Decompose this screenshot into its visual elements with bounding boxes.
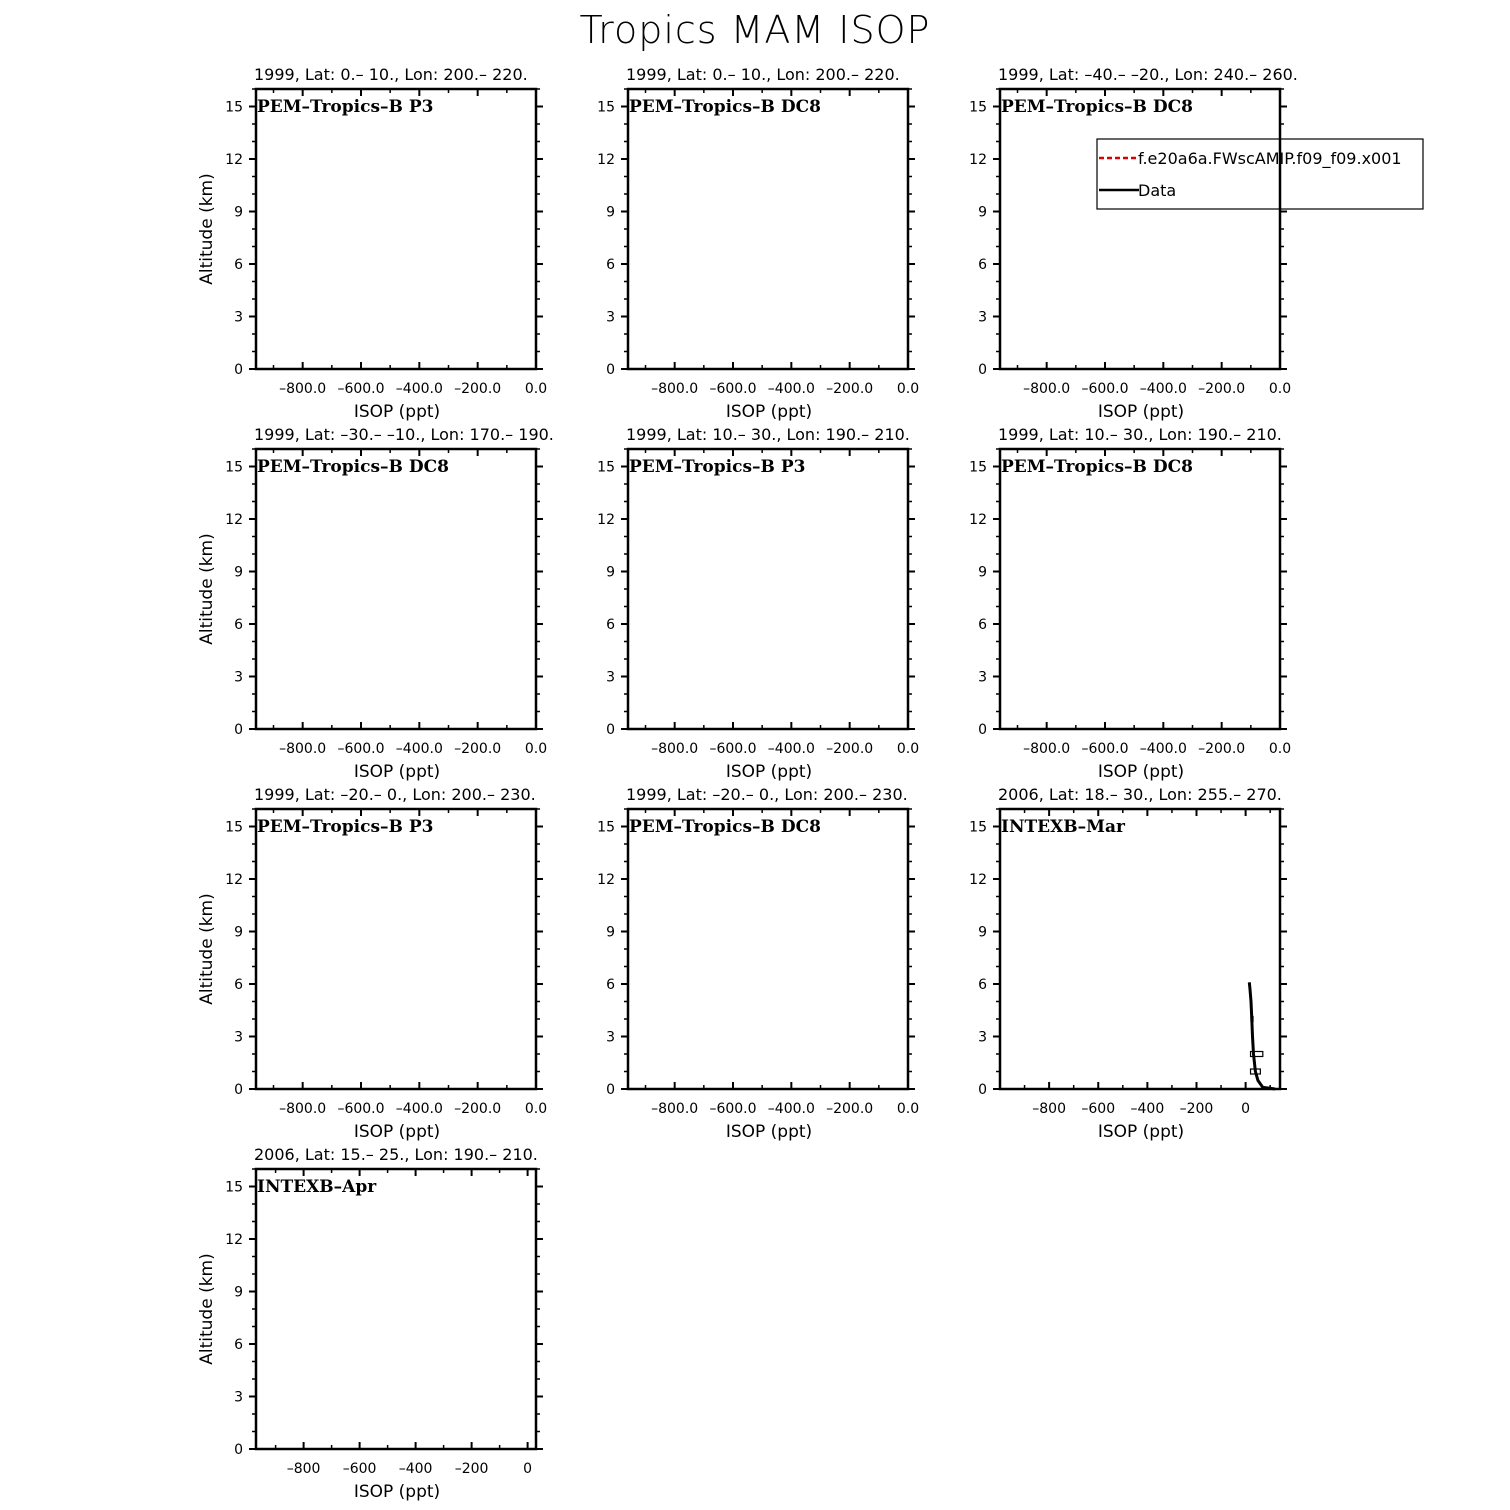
y-tick-label: 3: [234, 669, 243, 686]
plot-frame: [256, 809, 536, 1089]
y-tick-label: 15: [225, 1179, 243, 1196]
y-tick-label: 15: [225, 459, 243, 476]
x-tick-label: –800: [1032, 1101, 1066, 1117]
x-tick-label: –200.0: [454, 1101, 502, 1117]
x-tick-label: –600.0: [709, 741, 757, 757]
chart-panel-5: [597, 425, 919, 782]
x-tick-label: –800.0: [1023, 381, 1071, 397]
plot-frame: [256, 449, 536, 729]
panel-title: 1999, Lat: –20.– 0., Lon: 200.– 230.: [254, 785, 536, 804]
plot-frame: [256, 89, 536, 369]
y-tick-label: 0: [978, 362, 987, 378]
campaign-label: PEM–Tropics–B DC8: [1001, 97, 1193, 117]
campaign-label: INTEXB–Mar: [1001, 817, 1125, 837]
x-axis-label: ISOP (ppt): [725, 402, 813, 422]
y-axis-label: Altitude (km): [197, 1253, 217, 1365]
campaign-label: PEM–Tropics–B P3: [257, 817, 434, 837]
x-axis-label: ISOP (ppt): [353, 1122, 441, 1142]
y-tick-label: 9: [234, 1284, 243, 1301]
x-tick-label: 0.0: [524, 381, 548, 397]
x-tick-label: –400: [398, 1461, 433, 1477]
panel-title: 1999, Lat: 0.– 10., Lon: 200.– 220.: [254, 65, 528, 84]
y-tick-label: 0: [606, 1082, 615, 1098]
x-tick-label: –200.0: [1198, 381, 1246, 397]
y-tick-label: 12: [225, 152, 243, 168]
x-tick-label: 0.0: [524, 741, 548, 757]
y-tick-label: 3: [978, 309, 987, 326]
x-axis-label: ISOP (ppt): [1097, 402, 1185, 422]
x-tick-label: –800.0: [651, 381, 699, 397]
x-tick-label: 0.0: [896, 1101, 920, 1117]
x-tick-label: –200.0: [454, 741, 502, 757]
y-tick-label: 0: [978, 1082, 987, 1098]
y-tick-label: 3: [606, 309, 615, 326]
y-tick-label: 3: [234, 1029, 243, 1046]
legend: [1097, 139, 1423, 209]
x-axis-label: ISOP (ppt): [1097, 1122, 1185, 1142]
y-tick-label: 12: [597, 872, 615, 888]
y-tick-label: 9: [234, 924, 243, 941]
plot-frame: [256, 1169, 536, 1449]
panel-title: 1999, Lat: 10.– 30., Lon: 190.– 210.: [998, 425, 1282, 444]
x-axis-label: ISOP (ppt): [725, 762, 813, 782]
x-tick-label: 0.0: [1268, 741, 1292, 757]
y-tick-label: 6: [978, 617, 987, 633]
panel-title: 2006, Lat: 15.– 25., Lon: 190.– 210.: [254, 1145, 538, 1164]
x-tick-label: –800.0: [651, 1101, 699, 1117]
y-tick-label: 6: [234, 257, 243, 273]
y-tick-label: 15: [597, 459, 615, 476]
y-tick-label: 6: [234, 1337, 243, 1353]
plot-frame: [628, 449, 908, 729]
x-axis-label: ISOP (ppt): [353, 402, 441, 422]
panel-title: 1999, Lat: –30.– –10., Lon: 170.– 190.: [254, 425, 554, 444]
plot-frame: [628, 809, 908, 1089]
chart-panel-3: [969, 65, 1423, 422]
x-tick-label: –200: [454, 1461, 489, 1477]
campaign-label: PEM–Tropics–B DC8: [257, 457, 449, 477]
chart-panel-7: [197, 785, 547, 1142]
panel-title: 1999, Lat: 0.– 10., Lon: 200.– 220.: [626, 65, 900, 84]
x-tick-label: –800: [286, 1461, 321, 1477]
y-tick-label: 15: [225, 99, 243, 116]
campaign-label: PEM–Tropics–B DC8: [629, 817, 821, 837]
x-tick-label: 0: [523, 1461, 533, 1477]
panel-title: 1999, Lat: 10.– 30., Lon: 190.– 210.: [626, 425, 910, 444]
campaign-label: INTEXB–Apr: [257, 1177, 377, 1197]
x-axis-label: ISOP (ppt): [725, 1122, 813, 1142]
y-tick-label: 9: [606, 204, 615, 221]
plot-frame: [628, 89, 908, 369]
chart-panel-8: [597, 785, 919, 1142]
x-tick-label: –200.0: [1198, 741, 1246, 757]
y-tick-label: 0: [606, 722, 615, 738]
y-tick-label: 15: [969, 819, 987, 836]
x-tick-label: 0.0: [524, 1101, 548, 1117]
chart-panel-4: [197, 425, 554, 782]
y-tick-label: 0: [234, 1082, 243, 1098]
x-tick-label: –600: [342, 1461, 377, 1477]
y-tick-label: 12: [969, 512, 987, 528]
x-tick-label: –800.0: [279, 741, 327, 757]
chart-panel-10: [197, 1145, 543, 1502]
x-tick-label: –600.0: [337, 741, 385, 757]
x-axis-label: ISOP (ppt): [353, 762, 441, 782]
x-tick-label: –600.0: [1081, 381, 1129, 397]
y-tick-label: 12: [225, 872, 243, 888]
y-tick-label: 9: [978, 204, 987, 221]
y-tick-label: 12: [225, 1232, 243, 1248]
y-axis-label: Altitude (km): [197, 893, 217, 1005]
x-tick-label: –800.0: [651, 741, 699, 757]
x-axis-label: ISOP (ppt): [1097, 762, 1185, 782]
y-tick-label: 15: [969, 99, 987, 116]
x-tick-label: –800.0: [279, 1101, 327, 1117]
x-tick-label: –600.0: [337, 381, 385, 397]
x-tick-label: –600.0: [1081, 741, 1129, 757]
x-tick-label: –600.0: [337, 1101, 385, 1117]
campaign-label: PEM–Tropics–B DC8: [1001, 457, 1193, 477]
x-tick-label: –200.0: [826, 1101, 874, 1117]
y-tick-label: 0: [978, 722, 987, 738]
x-tick-label: 0.0: [896, 741, 920, 757]
y-tick-label: 6: [234, 977, 243, 993]
y-tick-label: 12: [225, 512, 243, 528]
x-tick-label: –600.0: [709, 381, 757, 397]
plot-frame: [1000, 449, 1280, 729]
y-tick-label: 0: [606, 362, 615, 378]
y-tick-label: 9: [606, 924, 615, 941]
y-tick-label: 15: [969, 459, 987, 476]
x-tick-label: –400.0: [767, 741, 815, 757]
x-tick-label: –200.0: [454, 381, 502, 397]
chart-panel-9: [969, 785, 1287, 1142]
x-tick-label: –600.0: [709, 1101, 757, 1117]
x-tick-label: –400.0: [767, 381, 815, 397]
x-tick-label: –400.0: [1139, 741, 1187, 757]
campaign-label: PEM–Tropics–B DC8: [629, 97, 821, 117]
y-tick-label: 6: [978, 257, 987, 273]
campaign-label: PEM–Tropics–B P3: [257, 97, 434, 117]
panel-title: 1999, Lat: –40.– –20., Lon: 240.– 260.: [998, 65, 1298, 84]
y-tick-label: 15: [597, 819, 615, 836]
x-tick-label: –400.0: [395, 381, 443, 397]
data-series-line: [1249, 982, 1275, 1089]
y-tick-label: 15: [225, 819, 243, 836]
x-tick-label: –200.0: [826, 381, 874, 397]
plot-frame: [1000, 809, 1280, 1089]
legend-label: Data: [1138, 181, 1177, 200]
y-tick-label: 12: [969, 152, 987, 168]
y-tick-label: 9: [234, 204, 243, 221]
x-tick-label: –800.0: [279, 381, 327, 397]
y-tick-label: 6: [978, 977, 987, 993]
x-tick-label: –200.0: [826, 741, 874, 757]
plot-frame: [1000, 89, 1280, 369]
y-tick-label: 6: [606, 977, 615, 993]
y-tick-label: 3: [234, 309, 243, 326]
campaign-label: PEM–Tropics–B P3: [629, 457, 806, 477]
x-axis-label: ISOP (ppt): [353, 1482, 441, 1502]
y-tick-label: 3: [234, 1389, 243, 1406]
x-tick-label: –400.0: [395, 741, 443, 757]
y-tick-label: 9: [978, 564, 987, 581]
y-tick-label: 15: [597, 99, 615, 116]
y-axis-label: Altitude (km): [197, 173, 217, 285]
y-tick-label: 9: [234, 564, 243, 581]
x-tick-label: –400: [1130, 1101, 1165, 1117]
y-tick-label: 6: [606, 617, 615, 633]
y-tick-label: 12: [969, 872, 987, 888]
chart-panel-2: [597, 65, 919, 422]
x-tick-label: –400.0: [395, 1101, 443, 1117]
panel-title: 2006, Lat: 18.– 30., Lon: 255.– 270.: [998, 785, 1282, 804]
y-axis-label: Altitude (km): [197, 533, 217, 645]
x-tick-label: –600: [1081, 1101, 1116, 1117]
x-tick-label: 0.0: [896, 381, 920, 397]
y-tick-label: 0: [234, 362, 243, 378]
x-tick-label: –800.0: [1023, 741, 1071, 757]
y-tick-label: 3: [978, 669, 987, 686]
x-tick-label: –400.0: [767, 1101, 815, 1117]
x-tick-label: –200: [1179, 1101, 1214, 1117]
x-tick-label: –400.0: [1139, 381, 1187, 397]
page-title: Tropics MAM ISOP: [579, 8, 931, 52]
panel-title: 1999, Lat: –20.– 0., Lon: 200.– 230.: [626, 785, 908, 804]
y-tick-label: 0: [234, 1442, 243, 1458]
y-tick-label: 6: [606, 257, 615, 273]
y-tick-label: 9: [606, 564, 615, 581]
y-tick-label: 3: [606, 669, 615, 686]
y-tick-label: 9: [978, 924, 987, 941]
legend-label: f.e20a6a.FWscAMIP.f09_f09.x001: [1138, 149, 1402, 168]
chart-panel-1: [197, 65, 547, 422]
x-tick-label: 0.0: [1268, 381, 1292, 397]
y-tick-label: 6: [234, 617, 243, 633]
chart-panel-6: [969, 425, 1291, 782]
y-tick-label: 0: [234, 722, 243, 738]
y-tick-label: 3: [606, 1029, 615, 1046]
x-tick-label: 0: [1241, 1101, 1251, 1117]
y-tick-label: 12: [597, 512, 615, 528]
y-tick-label: 3: [978, 1029, 987, 1046]
y-tick-label: 12: [597, 152, 615, 168]
